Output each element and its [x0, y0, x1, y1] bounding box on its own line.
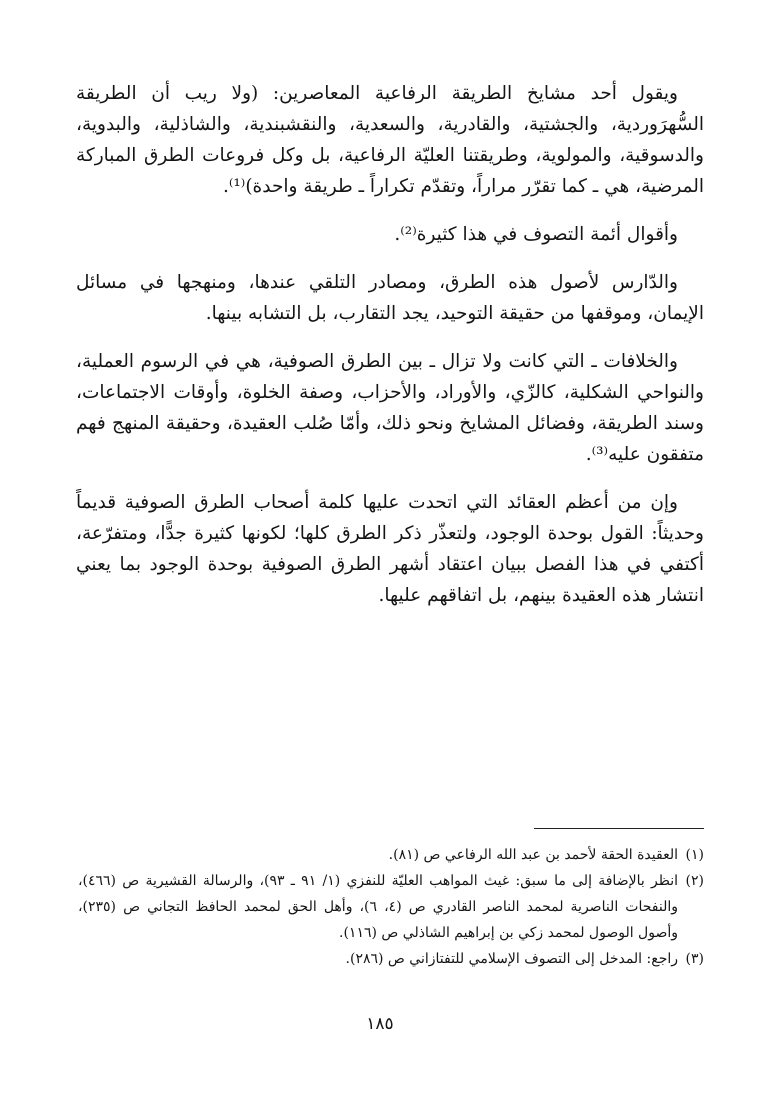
footnote-text: العقيدة الحقة لأحمد بن عبد الله الرفاعي ص (٨١).: [388, 847, 678, 863]
footnote-1: [78, 842, 704, 868]
footnote-2: [78, 868, 704, 946]
paragraph-wahdat-al-wujud: وإن من أعظم العقائد التي اتحدت عليها كلمة أصحاب الطرق الصوفية قديماً وحديثاً: القول بوحدة الوجود، ولتعذّر ذكر الطرق كلها؛ لكونها كثيرة جدًّا، ومتفرّعة، أكتفي في هذا الفصل ببيان اعتقاد أشهر الطرق الصوفية بوحدة الوجود بما يعني انتشار هذه العقيدة بينهم، بل اتفاقهم عليها.: [76, 492, 704, 606]
footnotes: [78, 842, 704, 972]
page-body: [76, 78, 704, 628]
footnote-number: (١): [685, 847, 704, 863]
paragraph-rifai-quote: ويقول أحد مشايخ الطريقة الرفاعية المعاصرين: (ولا ريب أن الطريقة السُّهرَوردية، والجشتية، والقادرية، والسعدية، والنقشبندية، والشاذلية، والبدوية، والدسوقية، والمولوية، وطريقتنا العليّة الرفاعية، بل وكل فروعات الطرق المباركة المرضية، هي ـ كما تقرّر مراراً، وتقدّم تكراراً ـ طريقة واحدة)⁽¹⁾.: [76, 83, 704, 197]
footnote-text: راجع: المدخل إلى التصوف الإسلامي للتفتازاني ص (٢٨٦).: [345, 951, 678, 967]
footnote-number: (٢): [685, 873, 704, 889]
footnote-divider: [534, 828, 704, 829]
footnote-3: [78, 946, 704, 972]
footnote-text: انظر بالإضافة إلى ما سبق: غيث المواهب العليّة للنفزي (١/ ٩١ ـ ٩٣)، والرسالة القشيرية ص (٤٦٦)، والنفحات الناصرية لمحمد الناصر القادري ص (٤، ٦)، وأهل الحق لمحمد الحافظ التجاني ص (٢٣٥)، وأصول الوصول لمحمد زكي بن إبراهيم الشاذلي ص (١١٦).: [78, 873, 679, 941]
paragraph-differences: والخلافات ـ التي كانت ولا تزال ـ بين الطرق الصوفية، هي في الرسوم العملية، والنواحي الشكلية، كالزّي، والأوراد، والأحزاب، وصفة الخلوة، وأوقات الاجتماعات، وسند الطريقة، وفضائل المشايخ ونحو ذلك، وأمّا صُلب العقيدة، وحقيقة المنهج فهم متفقون عليه⁽³⁾.: [76, 351, 704, 465]
footnote-number: (٣): [685, 951, 704, 967]
paragraph-sufi-imams: وأقوال أئمة التصوف في هذا كثيرة⁽²⁾.: [394, 224, 678, 245]
paragraph-study-of-orders: والدّارس لأصول هذه الطرق، ومصادر التلقي عندها، ومنهجها في مسائل الإيمان، وموقفها من حقيقة التوحيد، يجد التقارب، بل التشابه بينها.: [76, 272, 704, 324]
page-number: ١٨٥: [366, 1014, 394, 1034]
